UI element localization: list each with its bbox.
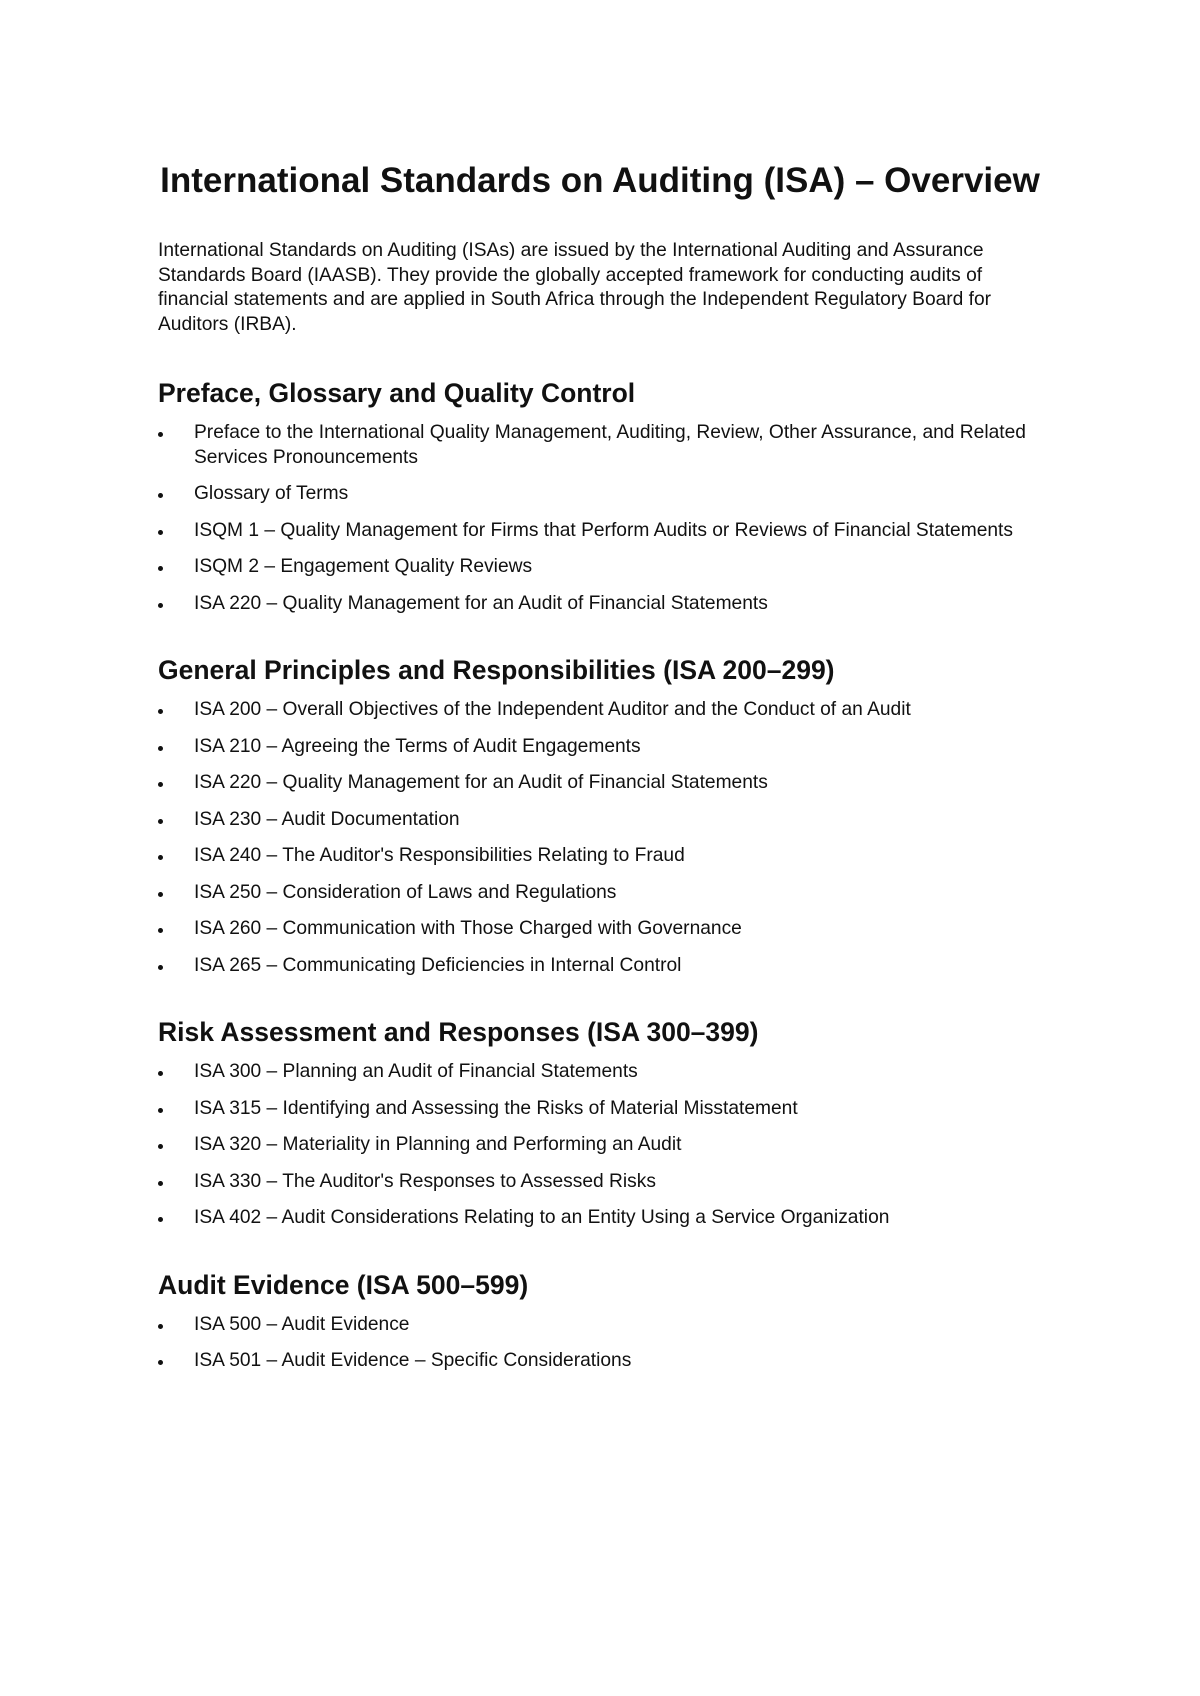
section-risk-assessment (158, 1016, 1042, 1231)
section-general-principles (158, 654, 1042, 978)
bullet-icon (158, 1181, 163, 1186)
list-item (158, 735, 1042, 760)
bullet-icon (158, 1144, 163, 1149)
bullet-icon (158, 603, 163, 608)
bullet-icon (158, 1217, 163, 1222)
list-item (158, 1206, 1042, 1231)
list-item-text: ISQM 2 – Engagement Quality Reviews (194, 556, 533, 577)
section-heading: General Principles and Responsibilities (ISA 200–299) (158, 655, 835, 685)
list-item-text: ISA 260 – Communication with Those Charged with Governance (194, 918, 742, 939)
list-item-text: ISA 250 – Consideration of Laws and Regulations (194, 881, 617, 903)
section-heading: Audit Evidence (ISA 500–599) (158, 1269, 529, 1300)
bullet-icon (158, 928, 163, 933)
list-item-text: ISQM 1 – Quality Management for Firms that Perform Audits or Reviews of Financial Statements (194, 519, 1013, 541)
list-item-text: ISA 402 – Audit Considerations Relating to an Entity Using a Service Organization (194, 1207, 890, 1228)
document-title: International Standards on Auditing (ISA) – Overview (160, 161, 1040, 200)
list-item (158, 421, 1042, 470)
list-item-text: Preface to the International Quality Management, Auditing, Review, Other Assurance, and Related Services Pronouncements (194, 422, 1026, 468)
bullet-icon (158, 782, 163, 787)
list-item-text: Glossary of Terms (194, 483, 349, 504)
list-item (158, 1097, 1042, 1122)
intro-paragraph: International Standards on Auditing (ISAs) are issued by the International Auditing and Assurance Standards Board (IAASB). They provide the globally accepted framework for conducting audits of financial statements and are applied in South Africa through the Independent Regulatory Board for Auditors (IRBA). (158, 240, 992, 335)
bullet-icon (158, 819, 163, 824)
list-item (158, 482, 1042, 507)
section-list (158, 421, 1042, 616)
section-list (158, 1313, 1042, 1374)
list-item (158, 954, 1042, 979)
list-item (158, 1133, 1042, 1158)
bullet-icon (158, 1324, 163, 1329)
list-item (158, 808, 1042, 833)
bullet-icon (158, 432, 163, 437)
section-audit-evidence (158, 1269, 1042, 1374)
list-item (158, 1060, 1042, 1085)
list-item-text: ISA 210 – Agreeing the Terms of Audit Engagements (194, 735, 641, 757)
section-list (158, 1060, 1042, 1231)
section-preface-glossary (158, 377, 1042, 616)
bullet-icon (158, 1108, 163, 1113)
list-item-text: ISA 200 – Overall Objectives of the Independent Auditor and the Conduct of an Audit (194, 699, 911, 720)
bullet-icon (158, 1071, 163, 1076)
list-item-text: ISA 320 – Materiality in Planning and Performing an Audit (194, 1134, 682, 1155)
list-item-text: ISA 500 – Audit Evidence (194, 1313, 410, 1335)
bullet-icon (158, 965, 163, 970)
list-item-text: ISA 220 – Quality Management for an Audit of Financial Statements (194, 772, 768, 793)
list-item-text: ISA 300 – Planning an Audit of Financial Statements (194, 1061, 638, 1082)
list-item-text: ISA 220 – Quality Management for an Audit of Financial Statements (194, 592, 768, 614)
list-item (158, 771, 1042, 796)
bullet-icon (158, 855, 163, 860)
bullet-icon (158, 709, 163, 714)
section-heading: Risk Assessment and Responses (ISA 300–399) (158, 1017, 759, 1047)
list-item (158, 1313, 1042, 1338)
bullet-icon (158, 566, 163, 571)
bullet-icon (158, 746, 163, 751)
bullet-icon (158, 493, 163, 498)
bullet-icon (158, 892, 163, 897)
list-item (158, 698, 1042, 723)
list-item (158, 881, 1042, 906)
bullet-icon (158, 530, 163, 535)
list-item (158, 1349, 1042, 1374)
section-list (158, 698, 1042, 978)
list-item-text: ISA 315 – Identifying and Assessing the Risks of Material Misstatement (194, 1097, 798, 1119)
bullet-icon (158, 1360, 163, 1365)
list-item (158, 592, 1042, 617)
list-item-text: ISA 230 – Audit Documentation (194, 808, 460, 830)
list-item-text: ISA 501 – Audit Evidence – Specific Considerations (194, 1350, 632, 1371)
list-item (158, 844, 1042, 869)
list-item (158, 519, 1042, 544)
list-item (158, 1170, 1042, 1195)
list-item (158, 555, 1042, 580)
list-item-text: ISA 240 – The Auditor's Responsibilities Relating to Fraud (194, 845, 685, 866)
list-item-text: ISA 265 – Communicating Deficiencies in Internal Control (194, 954, 682, 976)
section-heading: Preface, Glossary and Quality Control (158, 378, 636, 408)
list-item-text: ISA 330 – The Auditor's Responses to Assessed Risks (194, 1170, 656, 1192)
list-item (158, 917, 1042, 942)
